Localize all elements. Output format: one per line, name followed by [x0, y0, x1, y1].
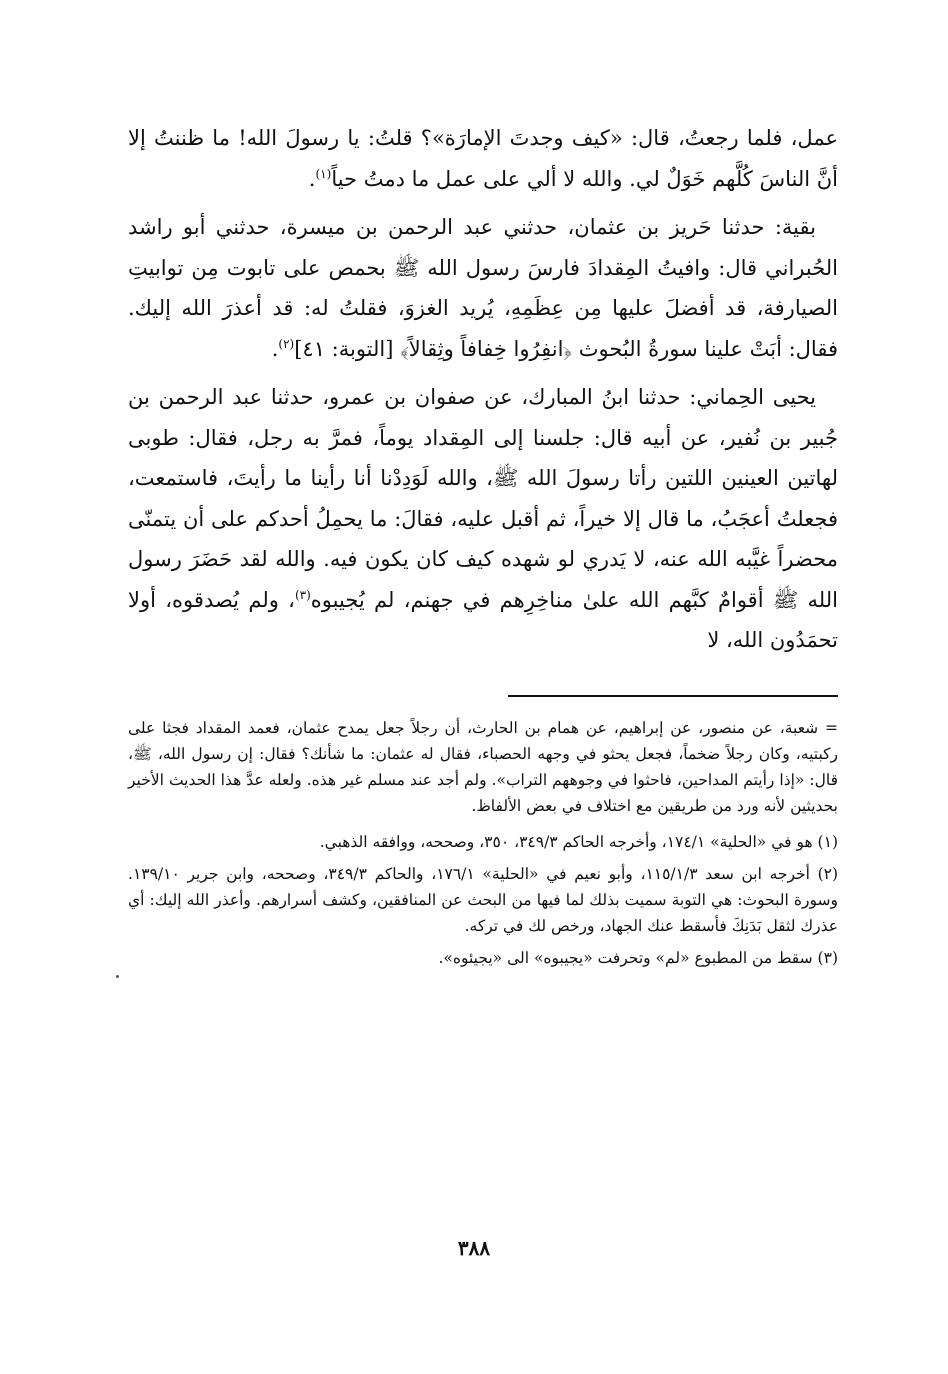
page-number: ٣٨٨	[457, 1236, 491, 1260]
paragraph-2	[128, 207, 838, 369]
paragraph-2-text: بقية: حدثنا حَريز بن عثمان، حدثني عبد الرحمن بن ميسرة، حدثني أبو راشد الحُبراني قال: وافيتُ المِقدادَ فارسَ رسول الله ﷺ بحمص على تابوت مِن توابيتِ الصيارفة، قد أفضلَ عليها مِن عِظَمِهِ، يُريد الغزوَ، فقلتُ له: قد أعذرَ الله إليك. فقال: أبَتْ علينا سورةُ البُحوث ﴿انفِرُوا خِفافاً وثِقالاً﴾ [التوبة: ٤١]	[128, 215, 838, 361]
paragraph-3-text: يحيى الحِماني: حدثنا ابنُ المبارك، عن صفوان بن عمرو، حدثنا عبد الرحمن بن جُبير بن نُفير، عن أبيه قال: جلسنا إلى المِقداد يوماً، فمرَّ به رجل، فقال: طوبى لهاتين العينين اللتين رأتا رسولَ الله ﷺ، والله لَوَدِدْنا أنا رأينا ما رأيتَ، فاستمعت، فجعلتُ أعجَبُ، ما قال إلا خيراً، ثم أقبل عليه، فقالَ: ما يحمِلُ أحدكم على أن يتمنّى محضراً غيَّبه الله عنه، لا يَدري لو شهده كيف كان يكون فيه. والله لقد حَضَرَ رسول الله ﷺ أقوامٌ كبَّهم الله علىٰ مناخِرِهم في جهنم، لم يُجيبوه	[128, 385, 838, 612]
footnote-ref-2: (٢)	[278, 336, 295, 351]
footnote-continued: = شعبة، عن منصور، عن إبراهيم، عن همام بن الحارث، أن رجلاً جعل يمدح عثمان، فعمد المقداد فجثا على ركبتيه، وكان رجلاً ضخماً، فجعل يحثو في وجهه الحصباء، فقال له عثمان: ما شأنك؟ فقال: إن رسول الله، ﷺ، قال: «إذا رأيتم المداحين، فاحثوا في وجوههم التراب». ولم أجد عند مسلم غير هذه. ولعله عدَّ هذا الحديث الأخير بحديثين لأنه ورد من طريقين مع اختلاف في بعض الألفاظ.	[128, 718, 838, 815]
book-page	[128, 118, 838, 1298]
paragraph-2-tail: .	[271, 336, 279, 361]
scan-speck	[116, 975, 119, 978]
paragraph-1	[128, 118, 838, 199]
footnote-3: (٣) سقط من المطبوع «لم» وتحرفت «يجيبوه» الى «يجيئوه».	[438, 948, 838, 967]
paragraph-3	[128, 377, 838, 661]
paragraph-1-tail: .	[308, 166, 316, 191]
footnote-1: (١) هو في «الحلية» ١٧٤/١، وأخرجه الحاكم ٣٤٩/٣، ٣٥٠، وصححه، ووافقه الذهبي.	[319, 832, 838, 851]
footnote-2: (٢) أخرجه ابن سعد ١١٥/١/٣، وأبو نعيم في «الحلية» ١٧٦/١، والحاكم ٣٤٩/٣، وصححه، وابن جرير ١٣٩/١٠. وسورة البحوث: هي التوبة سميت بذلك لما فيها من البحث عن المنافقين، وكشف أسرارهم. وأعذر الله إليك: أي عذرك لثقل بَدَنِكَ فأسقط عنك الجهاد، ورخص لك في تركه.	[128, 864, 839, 935]
main-text	[128, 118, 838, 661]
paragraph-1-text: عمل، فلما رجعتُ، قال: «كيف وجدتَ الإمارَة»؟ قلتُ: يا رسولَ الله! ما ظننتُ إلا أنَّ الناسَ كُلَّهم خَوَلٌ لي. والله لا ألي على عمل ما دمتُ حياً	[128, 126, 838, 191]
paragraph-3-tail: ، ولم يُصدقوه، أولا تحمَدُون الله، لا	[128, 587, 838, 652]
footnote-divider	[508, 695, 838, 697]
footnote-ref-3: (٣)	[294, 587, 311, 602]
footnote-ref-1: (١)	[315, 166, 332, 181]
footnotes-section	[128, 715, 838, 971]
